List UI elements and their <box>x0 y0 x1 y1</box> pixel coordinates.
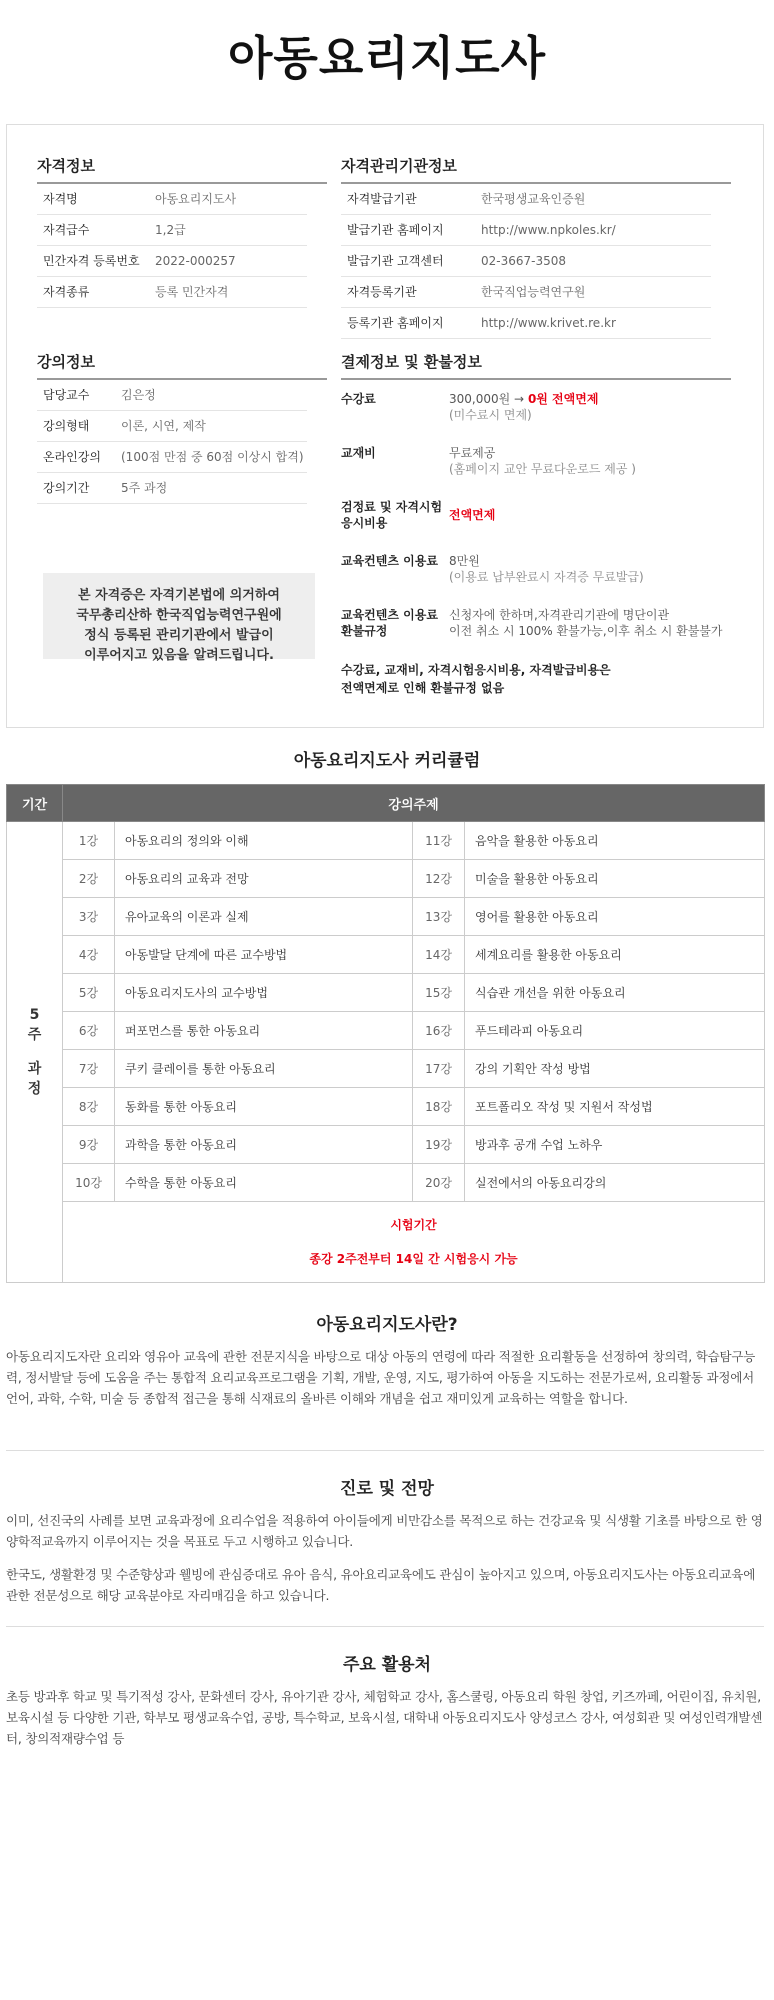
lesson-number: 3강 <box>63 898 115 936</box>
about-heading: 아동요리지도사란? <box>316 1315 458 1335</box>
fee-sub: (미수료시 면제) <box>449 408 532 422</box>
lesson-title: 퍼포먼스를 통한 아동요리 <box>115 1012 413 1050</box>
row-key: 강의기간 <box>43 481 90 495</box>
lecture-info-section <box>37 351 327 504</box>
refund-label: 교육컨텐츠 이용료 <box>341 608 438 622</box>
qual-row <box>37 184 307 215</box>
lesson-title: 아동요리의 정의와 이해 <box>115 822 413 860</box>
lecture-row <box>37 442 307 473</box>
row-key: 발급기관 고객센터 <box>347 254 444 268</box>
period-cell <box>7 822 63 1283</box>
career-heading: 진로 및 전망 <box>340 1479 434 1499</box>
org-row <box>341 308 711 339</box>
row-key: 민간자격 등록번호 <box>43 254 140 268</box>
lesson-title: 수학을 통한 아동요리 <box>115 1164 413 1202</box>
row-value: 1,2급 <box>155 223 186 237</box>
lesson-title: 실전에서의 아동요리강의 <box>465 1164 765 1202</box>
book-label: 교재비 <box>341 446 376 460</box>
fee-value: 300,000원 <box>449 392 511 406</box>
lesson-number: 18강 <box>413 1088 465 1126</box>
row-key: 강의형태 <box>43 419 90 433</box>
row-value: (100점 만점 중 60점 이상시 합격) <box>121 450 304 464</box>
exam-title: 시험기간 <box>390 1218 437 1232</box>
period-text: 정 <box>27 1081 42 1097</box>
table-row <box>7 1126 765 1164</box>
row-key: 담당교수 <box>43 388 90 402</box>
org-row <box>341 277 711 308</box>
refund-value: 신청자에 한하며,자격관리기관에 명단이관 <box>449 608 670 622</box>
lesson-number: 1강 <box>63 822 115 860</box>
book-value: 무료제공 <box>449 446 496 460</box>
lesson-number: 2강 <box>63 860 115 898</box>
refund-value: 이전 취소 시 100% 환불가능,이후 취소 시 환불불가 <box>449 624 723 638</box>
homepage-link[interactable]: http://www.krivet.re.kr <box>481 316 616 330</box>
lesson-number: 13강 <box>413 898 465 936</box>
row-key: 등록기관 홈페이지 <box>347 316 444 330</box>
lesson-title: 방과후 공개 수업 노하우 <box>465 1126 765 1164</box>
lesson-title: 아동발달 단계에 따른 교수방법 <box>115 936 413 974</box>
lesson-number: 9강 <box>63 1126 115 1164</box>
lesson-title: 미술을 활용한 아동요리 <box>465 860 765 898</box>
fee-free: 0원 전액면제 <box>527 392 599 406</box>
exam-desc: 종강 2주전부터 14일 간 시험응시 가능 <box>309 1252 518 1266</box>
row-value: 김은정 <box>121 388 156 402</box>
period-text: 과 <box>27 1061 42 1077</box>
divider <box>6 1626 764 1627</box>
col-topic-header: 강의주제 <box>63 785 765 822</box>
row-key: 자격명 <box>43 192 78 206</box>
table-header-row <box>7 785 765 822</box>
lesson-title: 포트폴리오 작성 및 지원서 작성법 <box>465 1088 765 1126</box>
lecture-info-heading: 강의정보 <box>37 351 327 380</box>
table-row <box>7 936 765 974</box>
lesson-number: 16강 <box>413 1012 465 1050</box>
lecture-row <box>37 380 307 411</box>
refund-note-line: 전액면제로 인해 환불규정 없음 <box>341 681 505 695</box>
lecture-row <box>37 473 307 504</box>
content-fee-sub: (이용료 납부완료시 자격증 무료발급) <box>449 570 644 584</box>
row-value: 아동요리지도사 <box>155 192 237 206</box>
refund-label: 환불규정 <box>341 624 388 638</box>
qual-info-heading: 자격정보 <box>37 155 327 184</box>
table-row <box>7 1088 765 1126</box>
lesson-number: 14강 <box>413 936 465 974</box>
notice-line: 국무총리산하 한국직업능력연구원에 <box>76 608 282 623</box>
lesson-title: 유아교육의 이론과 실제 <box>115 898 413 936</box>
homepage-link[interactable]: http://www.npkoles.kr/ <box>481 223 616 237</box>
career-text: 이미, 선진국의 사례를 보면 교육과정에 요리수업을 적용하여 아이들에게 비만감소를 목적으로 하는 건강교육 및 식생활 기초를 바탕으로 한 영양학적교육까지 이루어지는 것을 목표로 두고 시행하고 있습니다. <box>6 1513 763 1549</box>
qual-info-section <box>37 155 327 308</box>
table-row <box>7 822 765 860</box>
qual-row <box>37 277 307 308</box>
refund-note-line: 수강료, 교재비, 자격시험응시비용, 자격발급비용은 <box>341 663 611 677</box>
refund-row <box>341 607 741 639</box>
qual-row <box>37 215 307 246</box>
org-info-heading: 자격관리기관정보 <box>341 155 731 184</box>
exam-fee-value: 전액면제 <box>449 508 496 522</box>
row-value: 이론, 시연, 제작 <box>121 419 206 433</box>
lesson-title: 아동요리의 교육과 전망 <box>115 860 413 898</box>
period-text: 주 <box>27 1027 42 1043</box>
lesson-number: 4강 <box>63 936 115 974</box>
payment-heading-wrap <box>341 351 731 380</box>
usage-text: 초등 방과후 학교 및 특기적성 강사, 문화센터 강사, 유아기관 강사, 체험학교 강사, 홈스쿨링, 아동요리 학원 창업, 키즈까페, 어린이집, 유치원, 보육시설 등 다양한 기관, 학부모 평생교육수업, 공방, 특수학교, 보육시설, 대학내 아동요리지도사 양성코스 강사, 여성회관 및 여성인력개발센터, 창의적재량수업 등 <box>6 1689 763 1746</box>
fee-label: 수강료 <box>341 392 376 406</box>
exam-cell <box>63 1202 765 1283</box>
lesson-number: 20강 <box>413 1164 465 1202</box>
org-row <box>341 246 711 277</box>
fee-row <box>341 391 741 423</box>
row-value: 등록 민간자격 <box>155 285 229 299</box>
lecture-row <box>37 411 307 442</box>
lesson-title: 쿠키 클레이를 통한 아동요리 <box>115 1050 413 1088</box>
row-value: 한국평생교육인증원 <box>481 192 586 206</box>
lesson-number: 8강 <box>63 1088 115 1126</box>
qual-row <box>37 246 307 277</box>
about-text: 아동요리지도자란 요리와 영유아 교육에 관한 전문지식을 바탕으로 대상 아동의 연령에 따라 적절한 요리활동을 선정하여 창의력, 학습탐구능력, 정서발달 등에 도움을 주는 통합적 요리교육프로그램을 기획, 개발, 운영, 지도, 평가하여 아동을 지도하는 전문가로써, 요리활동 과정에서 언어, 과학, 수학, 미술 등 종합적 접근을 통해 식재료의 올바른 이해와 개념을 쉽고 재미있게 교육하는 역할을 합니다. <box>6 1349 756 1406</box>
payment-section <box>341 391 741 697</box>
row-key: 자격종류 <box>43 285 90 299</box>
notice-line: 본 자격증은 자격기본법에 의거하여 <box>78 588 280 603</box>
content-fee-value: 8만원 <box>449 554 480 568</box>
content-fee-row <box>341 553 741 585</box>
lesson-title: 식습관 개선을 위한 아동요리 <box>465 974 765 1012</box>
book-sub: (홈페이지 교안 무료다운로드 제공 ) <box>449 462 636 476</box>
usage-heading: 주요 활용처 <box>342 1655 432 1675</box>
row-value: 한국직업능력연구원 <box>481 285 586 299</box>
lesson-number: 10강 <box>63 1164 115 1202</box>
row-value: 5주 과정 <box>121 481 168 495</box>
col-period-header: 기간 <box>7 785 63 822</box>
lesson-number: 12강 <box>413 860 465 898</box>
lesson-number: 19강 <box>413 1126 465 1164</box>
lesson-number: 5강 <box>63 974 115 1012</box>
table-row <box>7 898 765 936</box>
info-box <box>6 124 764 728</box>
notice-line: 이루어지고 있음을 알려드립니다. <box>84 648 274 663</box>
table-row <box>7 1012 765 1050</box>
table-row <box>7 860 765 898</box>
lesson-number: 11강 <box>413 822 465 860</box>
table-row <box>7 974 765 1012</box>
lesson-title: 아동요리지도사의 교수방법 <box>115 974 413 1012</box>
row-key: 발급기관 홈페이지 <box>347 223 444 237</box>
table-row <box>7 1050 765 1088</box>
lesson-title: 강의 기획안 작성 방법 <box>465 1050 765 1088</box>
lesson-number: 15강 <box>413 974 465 1012</box>
lesson-title: 세계요리를 활용한 아동요리 <box>465 936 765 974</box>
lesson-number: 6강 <box>63 1012 115 1050</box>
exam-fee-label: 응시비용 <box>341 516 388 530</box>
lesson-title: 푸드테라피 아동요리 <box>465 1012 765 1050</box>
org-info-section <box>341 155 731 339</box>
career-text: 한국도, 생활환경 및 수준향상과 웰빙에 관심증대로 유아 음식, 유아요리교육에도 관심이 높아지고 있으며, 아동요리지도사는 아동요리교육에 관한 전문성으로 해당 교육분야로 자리매김을 하고 있습니다. <box>6 1567 756 1603</box>
table-row <box>7 1164 765 1202</box>
org-row <box>341 184 711 215</box>
page-title: 아동요리지도사 <box>227 31 547 85</box>
payment-heading: 결제정보 및 환불정보 <box>341 351 731 380</box>
content-fee-label: 교육컨텐츠 이용료 <box>341 554 438 568</box>
row-key: 자격등록기관 <box>347 285 417 299</box>
row-value: 2022-000257 <box>155 254 236 268</box>
refund-note <box>341 661 741 697</box>
row-key: 자격급수 <box>43 223 90 237</box>
curriculum-title: 아동요리지도사 커리큘럼 <box>293 751 481 771</box>
lesson-title: 음악을 활용한 아동요리 <box>465 822 765 860</box>
row-key: 온라인강의 <box>43 450 101 464</box>
org-row <box>341 215 711 246</box>
lesson-number: 7강 <box>63 1050 115 1088</box>
curriculum-table <box>6 784 765 1283</box>
lesson-title: 영어를 활용한 아동요리 <box>465 898 765 936</box>
lesson-title: 동화를 통한 아동요리 <box>115 1088 413 1126</box>
notice-box <box>43 573 315 663</box>
arrow-icon: → <box>514 392 525 406</box>
book-row <box>341 445 741 477</box>
lesson-title: 과학을 통한 아동요리 <box>115 1126 413 1164</box>
divider <box>6 1450 764 1451</box>
period-text: 5 <box>29 1007 40 1023</box>
exam-fee-label: 검정료 및 자격시험 <box>341 500 443 514</box>
notice-line: 정식 등록된 관리기관에서 발급이 <box>84 628 274 643</box>
row-value: 02-3667-3508 <box>481 254 567 268</box>
exam-row <box>7 1202 765 1283</box>
exam-fee-row <box>341 499 741 531</box>
row-key: 자격발급기관 <box>347 192 417 206</box>
lesson-number: 17강 <box>413 1050 465 1088</box>
